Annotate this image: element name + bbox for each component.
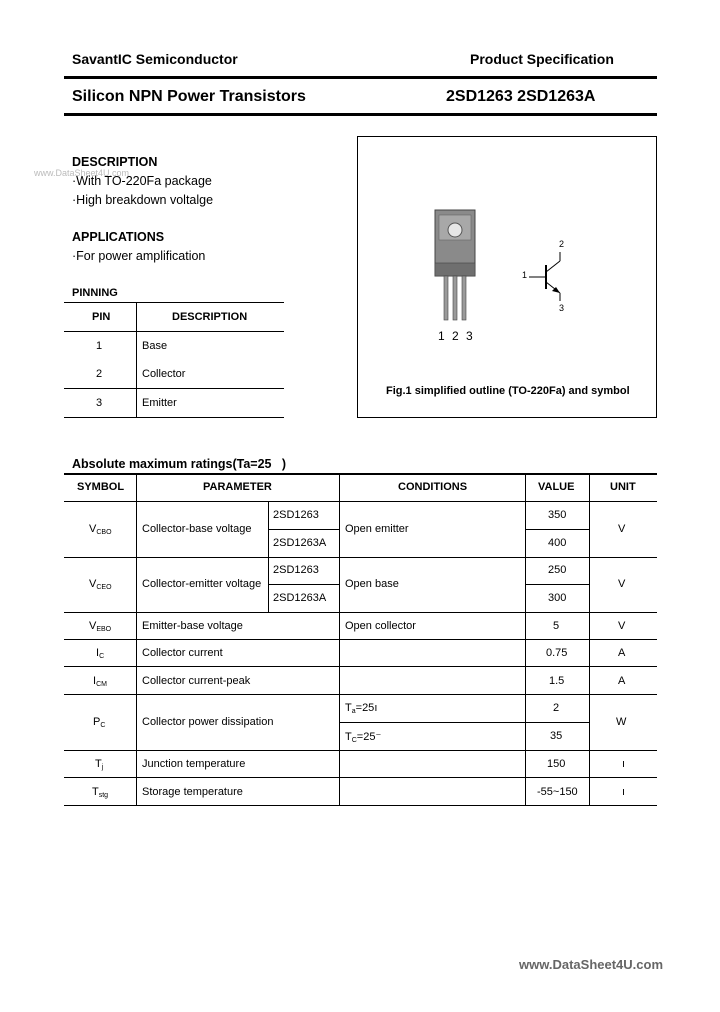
unit-pc: W: [616, 716, 627, 728]
part-numbers: 2SD1263 2SD1263A: [446, 88, 596, 105]
unit-vcbo: V: [618, 523, 626, 535]
description-item: ·High breakdown voltalge: [72, 193, 214, 207]
ratings-rule: [64, 694, 657, 695]
ratings-rule: [64, 750, 657, 751]
value-icm: 1.5: [549, 675, 565, 687]
footer-watermark: www.DataSheet4U.com: [519, 957, 664, 972]
pinning-rule: [64, 331, 284, 332]
company-name: SavantIC Semiconductor: [72, 51, 238, 67]
cond-pc-tc: $T_C=25^-$: [345, 731, 382, 744]
ratings-rule: [339, 722, 589, 723]
unit-icm: A: [618, 675, 626, 687]
pin-number: 1: [96, 340, 103, 352]
param-pc: Collector power dissipation: [142, 716, 274, 728]
param-icm: Collector current-peak: [142, 675, 251, 687]
value-vebo: 5: [553, 620, 560, 632]
figure-box: [357, 136, 657, 418]
value-vcbo-1: 350: [548, 509, 567, 521]
lead-2: [453, 276, 457, 320]
applications-item: ·For power amplification: [72, 249, 206, 263]
description-item: ·With TO-220Fa package: [72, 174, 212, 188]
symbol-ic: $I_C$: [96, 647, 105, 660]
pinning-divider: [136, 302, 137, 417]
pin-desc: Base: [142, 340, 168, 352]
value-ic: 0.75: [546, 647, 568, 659]
ratings-rule: [64, 473, 657, 475]
ratings-divider: [268, 501, 269, 612]
lead-3: [462, 276, 466, 320]
collector-lead: [546, 261, 560, 272]
value-tj: 150: [547, 758, 566, 770]
package-pin-numbers: 1 2 3: [438, 329, 475, 343]
mounting-hole: [448, 223, 462, 237]
symbol-tj: $T_j$: [95, 758, 104, 771]
value-vceo-1: 250: [548, 564, 567, 576]
ratings-rule: [268, 529, 339, 530]
ratings-rule: [64, 777, 657, 778]
pin-desc: Collector: [142, 368, 186, 380]
param-ic: Collector current: [142, 647, 223, 659]
pinning-rule: [64, 417, 284, 418]
param-vebo: Emitter-base voltage: [142, 620, 243, 632]
ratings-header-value: VALUE: [538, 481, 575, 493]
symbol-pin-1: 1: [522, 270, 528, 280]
pinning-title: PINNING: [72, 287, 118, 299]
header-rule-top: [64, 76, 657, 79]
pinning-rule: [64, 388, 284, 389]
pinning-header-pin: PIN: [92, 311, 111, 323]
package-outline-illustration: [358, 137, 656, 417]
ratings-header-parameter: PARAMETER: [203, 481, 272, 493]
symbol-vcbo: $V_{CBO}$: [89, 523, 112, 536]
unit-vebo: V: [618, 620, 626, 632]
ratings-rule: [64, 666, 657, 667]
pinning-rule: [64, 302, 284, 303]
ratings-rule: [525, 529, 589, 530]
value-pc-2: 35: [550, 730, 563, 742]
cond-pc-ta: $T_a=25ı$: [345, 702, 378, 715]
value-tstg: -55~150: [537, 786, 578, 798]
pin-number: 3: [96, 397, 103, 409]
ratings-header-unit: UNIT: [610, 481, 636, 493]
symbol-pin-3: 3: [559, 303, 565, 313]
ratings-divider: [339, 475, 340, 805]
ratings-divider: [525, 475, 526, 805]
ratings-rule: [64, 805, 657, 806]
ratings-rule: [64, 612, 657, 613]
lead-1: [444, 276, 448, 320]
symbol-pin-2: 2: [559, 239, 565, 249]
product-family: Silicon NPN Power Transistors: [72, 88, 306, 105]
ratings-rule: [64, 501, 657, 502]
applications-title: APPLICATIONS: [72, 230, 165, 244]
ratings-rule: [268, 584, 339, 585]
package-base: [435, 263, 475, 276]
part-2sd1263a: 2SD1263A: [273, 537, 327, 549]
param-vcbo: Collector-base voltage: [142, 523, 252, 535]
unit-vceo: V: [618, 578, 626, 590]
unit-tj: ı: [622, 758, 626, 770]
pinning-header-desc: DESCRIPTION: [172, 311, 248, 323]
ratings-rule: [525, 584, 589, 585]
ratings-header-symbol: SYMBOL: [77, 481, 125, 493]
small-watermark: www.DataSheet4U.com: [34, 168, 130, 178]
param-tstg: Storage temperature: [142, 786, 243, 798]
cond-vcbo: Open emitter: [345, 523, 409, 535]
param-tj: Junction temperature: [142, 758, 246, 770]
param-vceo: Collector-emitter voltage: [142, 578, 262, 590]
pin-desc: Emitter: [142, 397, 177, 409]
unit-tstg: ı: [622, 786, 626, 798]
symbol-pc: $P_C$: [93, 716, 106, 729]
description-title: DESCRIPTION: [72, 155, 158, 169]
doc-type: Product Specification: [470, 51, 614, 67]
part-2sd1263a: 2SD1263A: [273, 592, 327, 604]
cond-vceo: Open base: [345, 578, 399, 590]
header-rule-bottom: [64, 113, 657, 116]
ratings-divider: [589, 475, 590, 805]
symbol-icm: $I_{CM}$: [93, 675, 107, 688]
part-2sd1263: 2SD1263: [273, 509, 319, 521]
part-2sd1263: 2SD1263: [273, 564, 319, 576]
pin-number: 2: [96, 368, 103, 380]
ratings-title: Absolute maximum ratings(Ta=25 ): [72, 457, 287, 471]
ratings-divider: [136, 475, 137, 805]
ratings-rule: [64, 639, 657, 640]
value-pc-1: 2: [553, 702, 560, 714]
symbol-vceo: $V_{CEO}$: [89, 578, 112, 591]
symbol-vebo: $V_{EBO}$: [89, 620, 112, 633]
cond-vebo: Open collector: [345, 620, 416, 632]
value-vceo-2: 300: [548, 592, 567, 604]
value-vcbo-2: 400: [548, 537, 567, 549]
symbol-tstg: $T_{stg}$: [92, 786, 109, 799]
figure-caption: Fig.1 simplified outline (TO-220Fa) and symbol: [386, 385, 630, 397]
unit-ic: A: [618, 647, 626, 659]
ratings-header-conditions: CONDITIONS: [398, 481, 468, 493]
ratings-rule: [64, 557, 657, 558]
